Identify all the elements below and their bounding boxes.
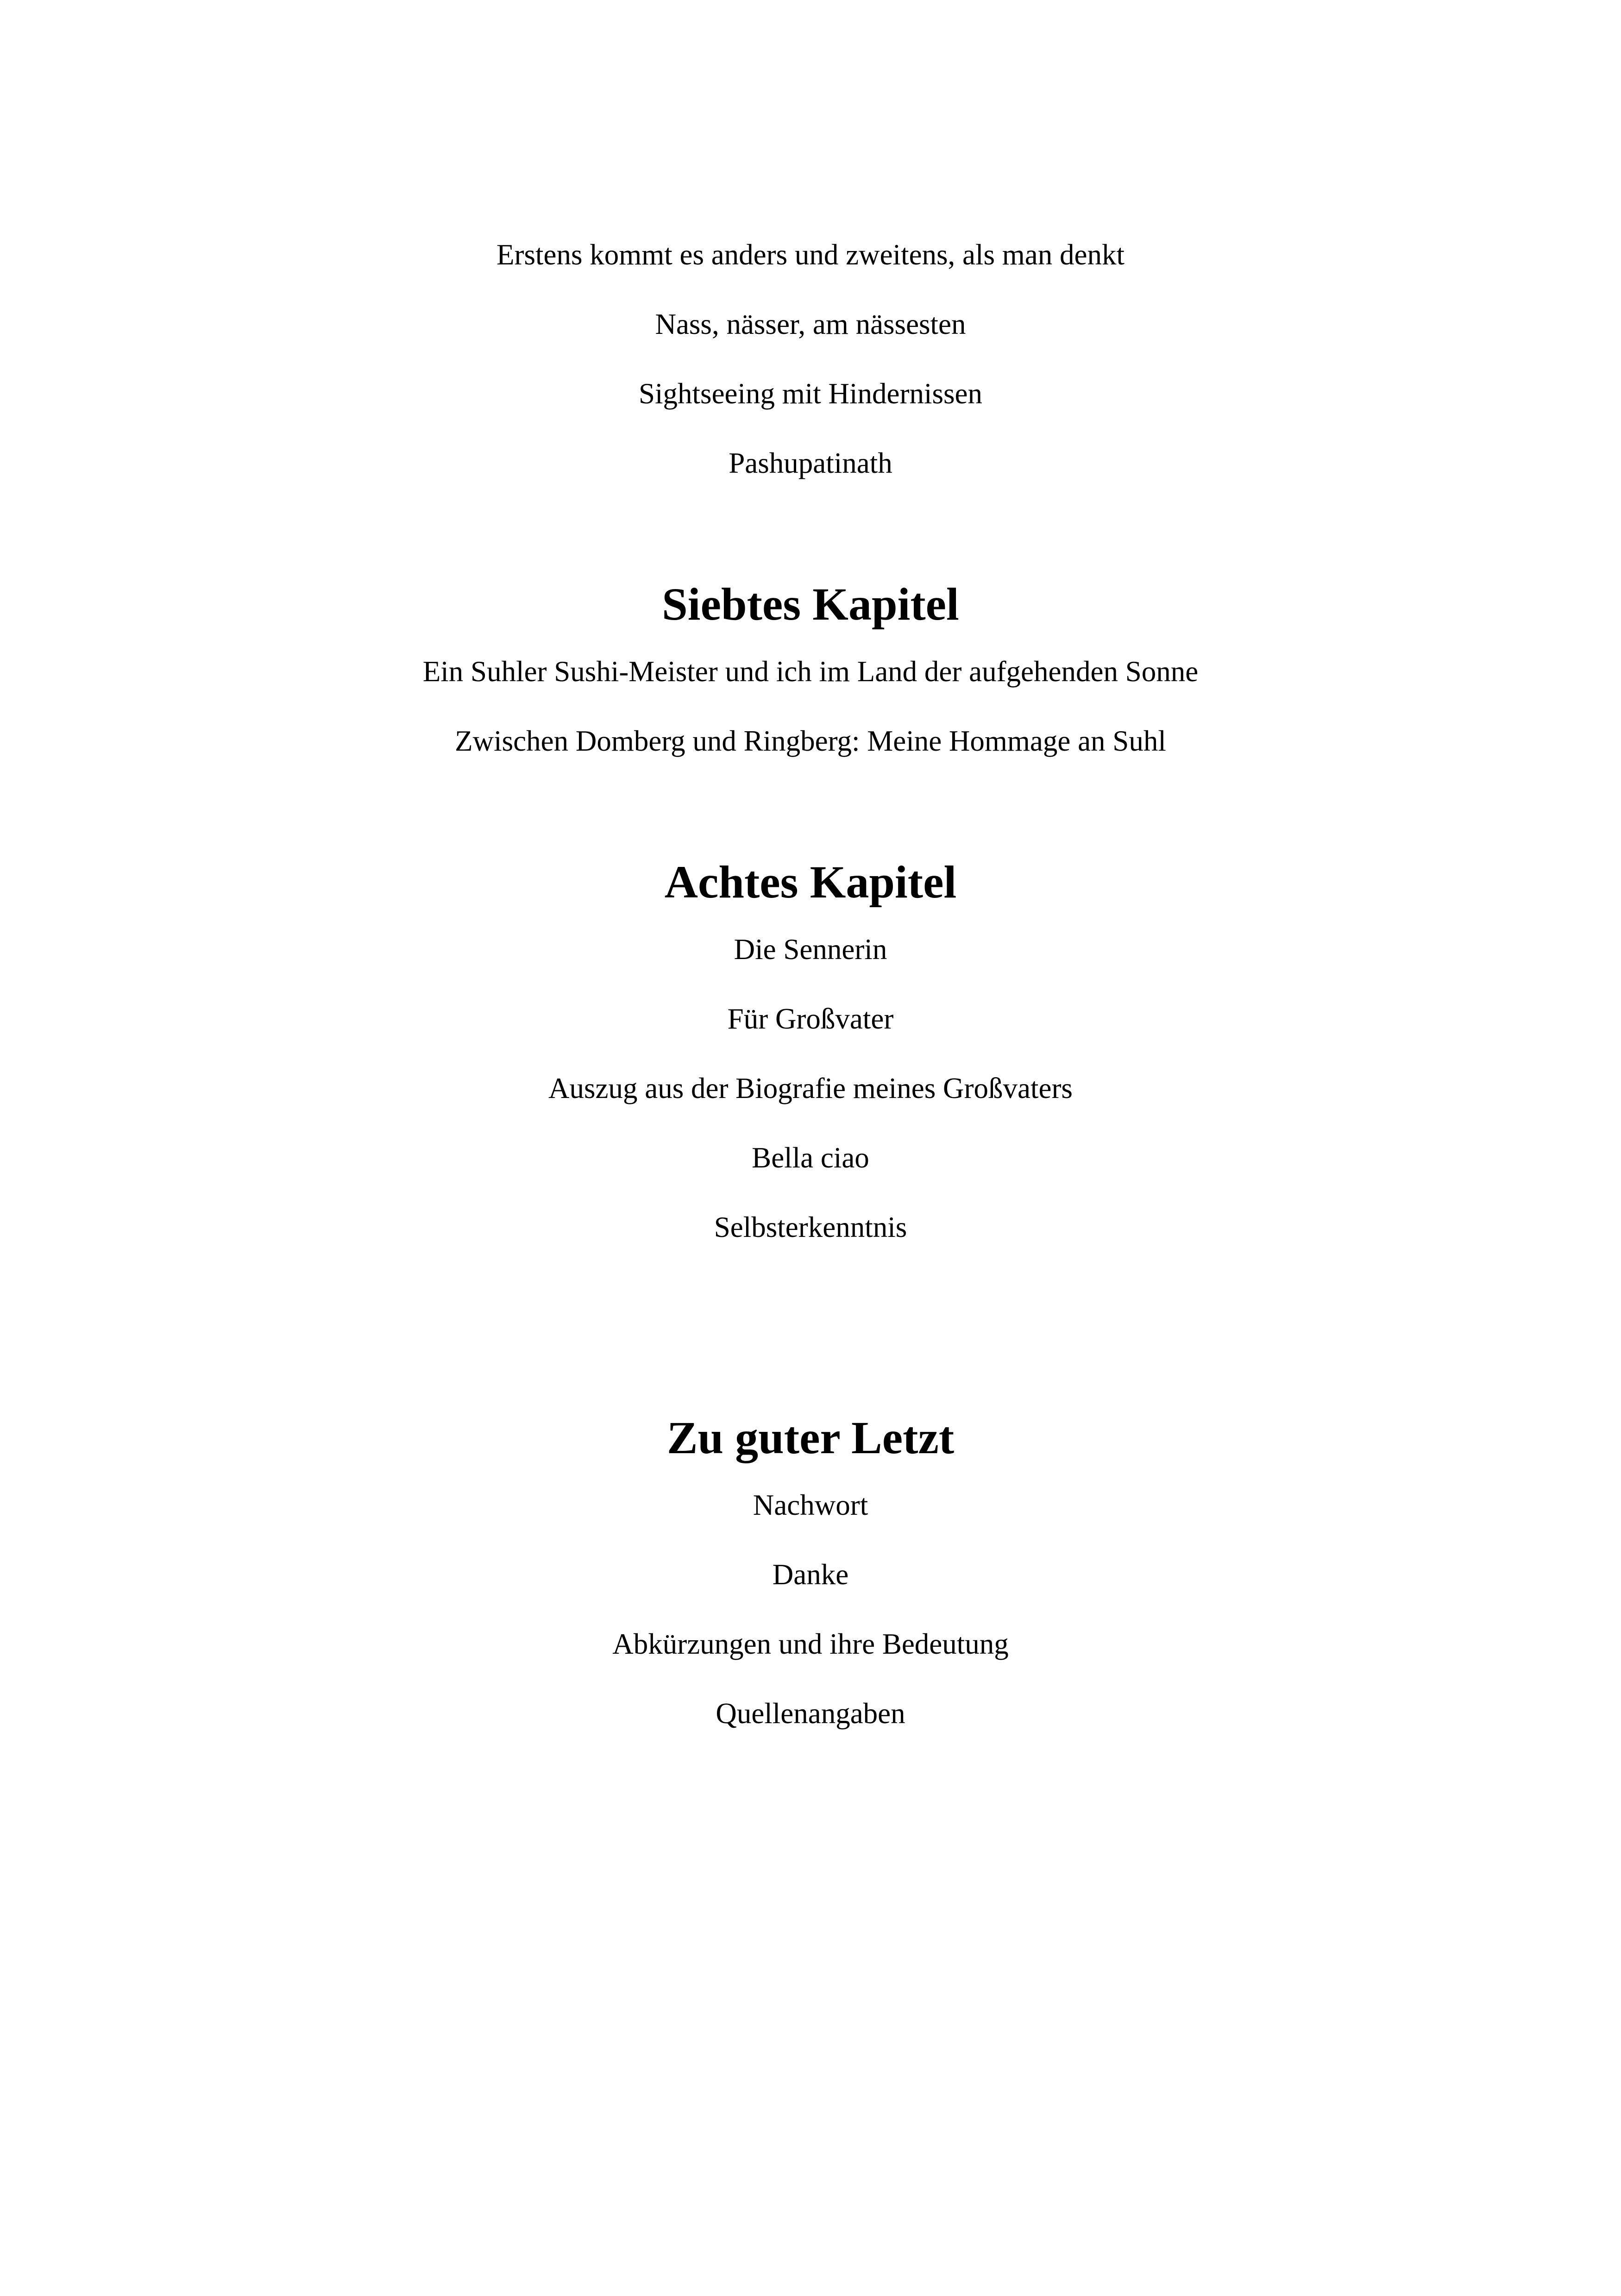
toc-entry: Pashupatinath: [729, 447, 892, 479]
toc-entry: Für Großvater: [727, 1003, 894, 1035]
toc-entry: Zwischen Domberg und Ringberg: Meine Hommage an Suhl: [455, 725, 1166, 757]
toc-entry: Die Sennerin: [734, 933, 887, 966]
toc-entry: Nachwort: [753, 1489, 868, 1521]
chapter-heading-zu-guter-letzt: Zu guter Letzt: [666, 1412, 955, 1463]
toc-entry: Auszug aus der Biografie meines Großvaters: [548, 1072, 1073, 1104]
toc-entry: Abkürzungen und ihre Bedeutung: [612, 1628, 1009, 1660]
toc-entry: Danke: [772, 1558, 849, 1591]
chapter-heading-siebtes: Siebtes Kapitel: [662, 578, 959, 630]
toc-entry: Nass, nässer, am nässesten: [655, 308, 966, 340]
toc-entry: Selbsterkenntnis: [714, 1211, 907, 1243]
toc-entry: Erstens kommt es anders und zweitens, als man denkt: [496, 238, 1125, 271]
toc-entry: Bella ciao: [752, 1142, 869, 1174]
chapter-heading-achtes: Achtes Kapitel: [664, 856, 957, 908]
toc-entry: Sightseeing mit Hindernissen: [639, 377, 982, 410]
toc-entry: Quellenangaben: [716, 1697, 905, 1730]
toc-entry: Ein Suhler Sushi-Meister und ich im Land der aufgehenden Sonne: [422, 655, 1199, 688]
